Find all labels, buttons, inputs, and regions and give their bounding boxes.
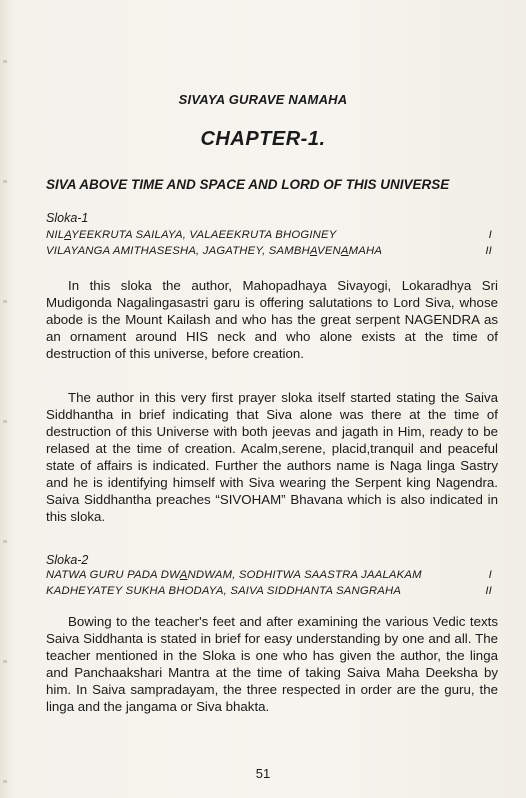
verse-text: NDWAM, SODHITWA SAASTRA JAALAKAM bbox=[187, 569, 422, 581]
verse-text: VEN bbox=[317, 245, 341, 257]
sloka-2-verse bbox=[46, 569, 492, 601]
sloka-1-label: Sloka-1 bbox=[46, 211, 89, 225]
verse-text-underlined: A bbox=[309, 245, 318, 257]
verse-text: YEEKRUTA SAILAYA, VALAEEKRUTA BHOGINEY bbox=[71, 229, 337, 241]
chapter-title: SIVA ABOVE TIME AND SPACE AND LORD OF THIS UNIVERSE bbox=[46, 177, 450, 192]
verse-text: VILAYANGA AMITHASESHA, JAGATHEY, SAMBH bbox=[46, 245, 310, 257]
verse-text: MAHA bbox=[348, 245, 383, 257]
sloka-1-line-2 bbox=[46, 245, 492, 261]
paragraph-2: The author in this very first prayer sloka itself started stating the Saiva Siddhantha in brief indicating that Siva alone was there at the time of destruction of this Universe with both jeevas and jagath in Him, ready to be relased at the time of creation. Acalm,serene, placid,tranquil and peaceful state of affairs is indicated. Further the authors name is Naga linga Sastry and he is identifying himself with Siva wearing the Serpent king Nagendra. Saiva Siddhantha preaches “SIVOHAM” Bhavana which is also indicated in this sloka. bbox=[46, 390, 498, 524]
verse-end-mark: II bbox=[485, 245, 492, 257]
verse-text: NATWA GURU PADA DW bbox=[46, 569, 180, 581]
binding-gutter bbox=[3, 0, 7, 798]
verse-end-mark: I bbox=[488, 229, 492, 241]
sloka-1-verse bbox=[46, 229, 492, 261]
sloka-2-label: Sloka-2 bbox=[46, 553, 89, 567]
paragraph-3: Bowing to the teacher's feet and after examining the various Vedic texts Saiva Siddhanta is stated in brief for easy understanding by one and all. The teacher mentioned in the Sloka is one who has given the author, the linga and Panchaakshari Mantra at the time of taking Saiva Maha Deeksha by him. In Saiva sampradayam, the three respected in order are the guru, the linga and the jangama or Siva bhakta. bbox=[46, 614, 498, 714]
verse-text: NIL bbox=[46, 229, 65, 241]
chapter-heading: CHAPTER-1. bbox=[200, 128, 326, 150]
sloka-2-line-2 bbox=[46, 585, 492, 601]
page-number: 51 bbox=[255, 766, 271, 781]
sloka-1-line-1 bbox=[46, 229, 492, 245]
verse-text-underlined: A bbox=[179, 569, 188, 581]
verse-end-mark: I bbox=[488, 569, 492, 581]
verse-text-underlined: A bbox=[340, 245, 349, 257]
verse-text: KADHEYATEY SUKHA BHODAYA, SAIVA SIDDHANTA SANGRAHA bbox=[46, 585, 402, 597]
invocation-heading: SIVAYA GURAVE NAMAHA bbox=[178, 92, 348, 107]
sloka-2-line-1 bbox=[46, 569, 492, 585]
paragraph-1: In this sloka the author, Mahopadhaya Sivayogi, Lokaradhya Sri Mudigonda Nagalingasastri garu is offering salutations to Lord Siva, whose abode is the Mount Kailash and who has the great serpent NAGENDRA as an ornament around HIS neck and who alone exists at the time of destruction of this universe, before creation. bbox=[46, 278, 498, 361]
verse-end-mark: II bbox=[485, 585, 492, 597]
verse-text-underlined: A bbox=[64, 229, 72, 241]
